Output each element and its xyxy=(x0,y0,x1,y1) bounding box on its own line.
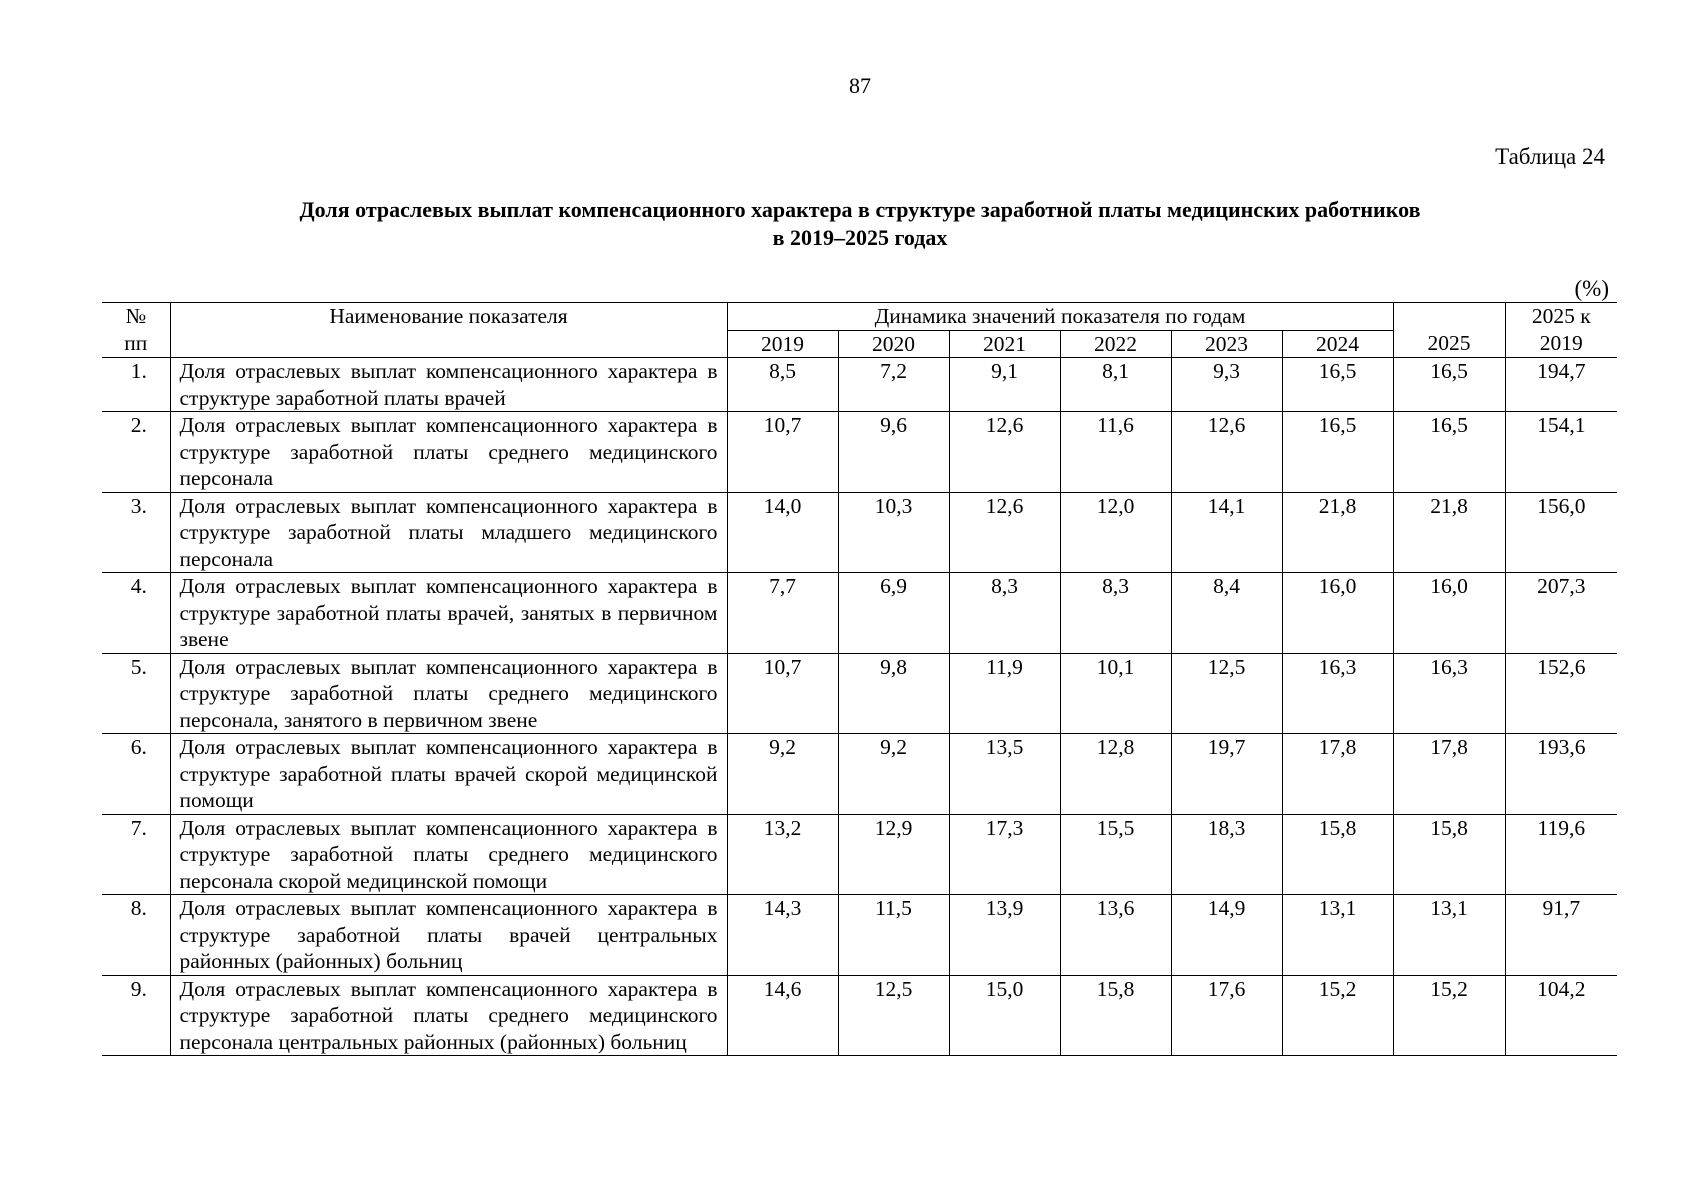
header-group-years: Динамика значений показателя по годам xyxy=(727,303,1393,331)
row-number: 6. xyxy=(102,734,170,815)
year-value: 13,5 xyxy=(949,734,1060,815)
indicator-name: Доля отраслевых выплат компенсационного характера в структуре заработной платы врачей скорой медицинской помощи xyxy=(170,734,727,815)
year-value: 17,8 xyxy=(1282,734,1393,815)
header-ratio-line-1: 2025 к xyxy=(1505,303,1617,331)
table-title-line-1: Доля отраслевых выплат компенсационного характера в структуре заработной платы медицинских работников xyxy=(299,197,1421,222)
year-value: 13,6 xyxy=(1060,895,1171,976)
row-number: 7. xyxy=(102,814,170,895)
year-value: 10,1 xyxy=(1060,653,1171,734)
year-value: 15,5 xyxy=(1060,814,1171,895)
row-number: 5. xyxy=(102,653,170,734)
row-number: 2. xyxy=(102,412,170,493)
ratio-value: 207,3 xyxy=(1505,573,1617,654)
row-number: 3. xyxy=(102,492,170,573)
year-value: 8,4 xyxy=(1171,573,1282,654)
year-value: 13,2 xyxy=(727,814,838,895)
year-value: 14,3 xyxy=(727,895,838,976)
header-year: 2020 xyxy=(838,330,949,358)
year-value: 8,1 xyxy=(1060,358,1171,412)
year-value: 8,5 xyxy=(727,358,838,412)
header-year: 2019 xyxy=(727,330,838,358)
row-number: 9. xyxy=(102,975,170,1056)
year-value: 8,3 xyxy=(949,573,1060,654)
indicator-name: Доля отраслевых выплат компенсационного характера в структуре заработной платы среднего медицинского персонала xyxy=(170,412,727,493)
year-value: 17,3 xyxy=(949,814,1060,895)
year-value: 12,8 xyxy=(1060,734,1171,815)
indicator-name: Доля отраслевых выплат компенсационного характера в структуре заработной платы среднего медицинского персонала скорой медицинской помощи xyxy=(170,814,727,895)
table-row xyxy=(102,814,1617,895)
year-value: 8,3 xyxy=(1060,573,1171,654)
year-value: 14,9 xyxy=(1171,895,1282,976)
year-value: 15,8 xyxy=(1060,975,1171,1056)
year-value: 21,8 xyxy=(1393,492,1505,573)
ratio-value: 104,2 xyxy=(1505,975,1617,1056)
year-value: 9,8 xyxy=(838,653,949,734)
year-value: 10,7 xyxy=(727,653,838,734)
ratio-value: 119,6 xyxy=(1505,814,1617,895)
year-value: 12,0 xyxy=(1060,492,1171,573)
year-value: 9,1 xyxy=(949,358,1060,412)
year-value: 15,8 xyxy=(1282,814,1393,895)
indicator-name: Доля отраслевых выплат компенсационного характера в структуре заработной платы среднего медицинского персонала, занятого в первичном звене xyxy=(170,653,727,734)
year-value: 15,8 xyxy=(1393,814,1505,895)
year-value: 12,5 xyxy=(1171,653,1282,734)
units-label: (%) xyxy=(1574,276,1609,301)
year-value: 11,5 xyxy=(838,895,949,976)
row-number: 1. xyxy=(102,358,170,412)
header-year: 2023 xyxy=(1171,330,1282,358)
header-year: 2025 xyxy=(1393,330,1505,358)
year-value: 6,9 xyxy=(838,573,949,654)
year-value: 16,0 xyxy=(1282,573,1393,654)
table-row xyxy=(102,895,1617,976)
row-number: 8. xyxy=(102,895,170,976)
year-value: 11,9 xyxy=(949,653,1060,734)
table-row xyxy=(102,734,1617,815)
table-title-line-2: в 2019–2025 годах xyxy=(772,225,948,250)
year-value: 18,3 xyxy=(1171,814,1282,895)
year-value: 13,1 xyxy=(1282,895,1393,976)
year-value: 12,5 xyxy=(838,975,949,1056)
table-title xyxy=(120,196,1600,252)
header-name-blank xyxy=(170,330,727,358)
table-row xyxy=(102,412,1617,493)
year-value: 16,5 xyxy=(1393,358,1505,412)
table-row xyxy=(102,653,1617,734)
indicator-name: Доля отраслевых выплат компенсационного характера в структуре заработной платы младшего медицинского персонала xyxy=(170,492,727,573)
table-body xyxy=(102,358,1617,1056)
indicator-name: Доля отраслевых выплат компенсационного характера в структуре заработной платы врачей, занятых в первичном звене xyxy=(170,573,727,654)
year-value: 9,3 xyxy=(1171,358,1282,412)
table-row xyxy=(102,573,1617,654)
table-row xyxy=(102,975,1617,1056)
year-value: 16,5 xyxy=(1282,358,1393,412)
year-value: 7,7 xyxy=(727,573,838,654)
year-value: 9,2 xyxy=(838,734,949,815)
year-value: 12,6 xyxy=(949,492,1060,573)
header-empty xyxy=(1393,303,1505,331)
ratio-value: 91,7 xyxy=(1505,895,1617,976)
year-value: 17,8 xyxy=(1393,734,1505,815)
indicator-name: Доля отраслевых выплат компенсационного характера в структуре заработной платы врачей xyxy=(170,358,727,412)
year-value: 9,2 xyxy=(727,734,838,815)
year-value: 16,5 xyxy=(1393,412,1505,493)
year-value: 9,6 xyxy=(838,412,949,493)
year-value: 16,3 xyxy=(1282,653,1393,734)
year-value: 15,2 xyxy=(1393,975,1505,1056)
ratio-value: 194,7 xyxy=(1505,358,1617,412)
year-value: 14,0 xyxy=(727,492,838,573)
header-year: 2024 xyxy=(1282,330,1393,358)
year-value: 12,6 xyxy=(1171,412,1282,493)
header-name: Наименование показателя xyxy=(170,303,727,331)
year-value: 16,0 xyxy=(1393,573,1505,654)
year-value: 12,6 xyxy=(949,412,1060,493)
year-value: 16,5 xyxy=(1282,412,1393,493)
table-header xyxy=(102,303,1617,358)
year-value: 13,9 xyxy=(949,895,1060,976)
ratio-value: 193,6 xyxy=(1505,734,1617,815)
page-number: 87 xyxy=(849,73,871,98)
header-year: 2022 xyxy=(1060,330,1171,358)
table-label: Таблица 24 xyxy=(1495,144,1605,169)
year-value: 16,3 xyxy=(1393,653,1505,734)
header-year: 2021 xyxy=(949,330,1060,358)
table-row xyxy=(102,358,1617,412)
header-ratio-line-2: 2019 xyxy=(1505,330,1617,358)
ratio-value: 154,1 xyxy=(1505,412,1617,493)
indicator-name: Доля отраслевых выплат компенсационного характера в структуре заработной платы среднего медицинского персонала центральных районных (районных) больниц xyxy=(170,975,727,1056)
header-number-line-2: пп xyxy=(102,330,170,358)
year-value: 17,6 xyxy=(1171,975,1282,1056)
header-number-line-1: № xyxy=(102,303,170,331)
year-value: 14,6 xyxy=(727,975,838,1056)
ratio-value: 156,0 xyxy=(1505,492,1617,573)
year-value: 15,0 xyxy=(949,975,1060,1056)
row-number: 4. xyxy=(102,573,170,654)
indicator-name: Доля отраслевых выплат компенсационного характера в структуре заработной платы врачей центральных районных (районных) больниц xyxy=(170,895,727,976)
table-row xyxy=(102,492,1617,573)
year-value: 10,7 xyxy=(727,412,838,493)
year-value: 10,3 xyxy=(838,492,949,573)
year-value: 12,9 xyxy=(838,814,949,895)
ratio-value: 152,6 xyxy=(1505,653,1617,734)
year-value: 7,2 xyxy=(838,358,949,412)
year-value: 19,7 xyxy=(1171,734,1282,815)
year-value: 14,1 xyxy=(1171,492,1282,573)
year-value: 15,2 xyxy=(1282,975,1393,1056)
year-value: 13,1 xyxy=(1393,895,1505,976)
data-table xyxy=(102,302,1617,1056)
year-value: 11,6 xyxy=(1060,412,1171,493)
year-value: 21,8 xyxy=(1282,492,1393,573)
